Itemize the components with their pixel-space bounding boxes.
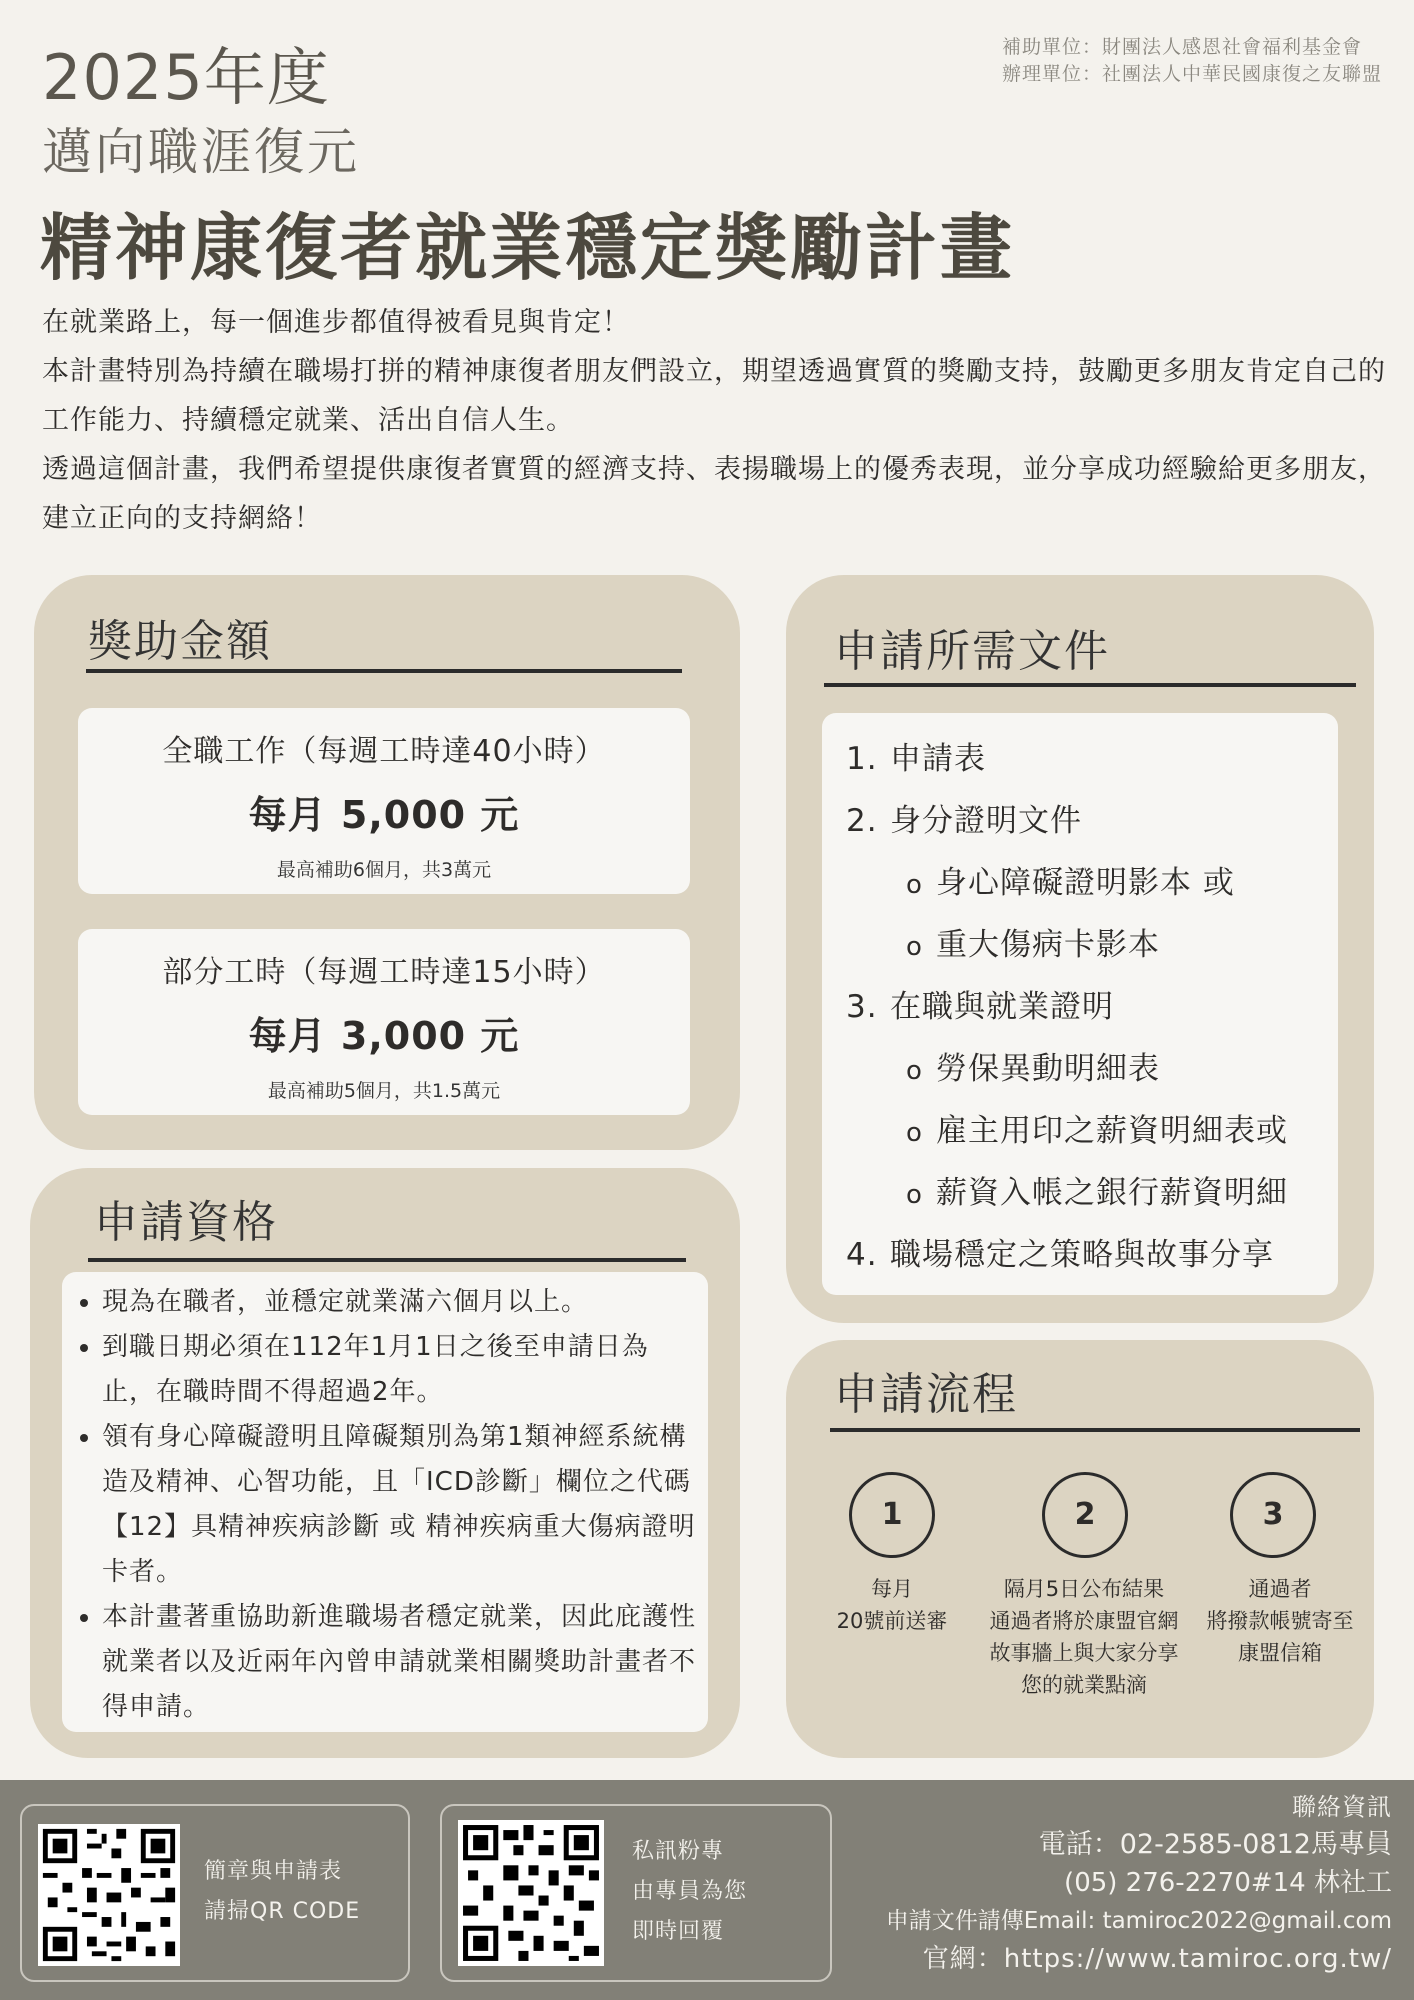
award-heading: 部分工時（每週工時達15小時） <box>162 955 606 990</box>
eligibility-list <box>62 1272 708 1732</box>
intro-line: 透過這個計畫，我們希望提供康復者實質的經濟支持、表揚職場上的優秀表現，並分享成功經驗給更多朋友，建立正向的支持網絡！ <box>42 454 1386 534</box>
subtitle-heading: 邁向職涯復元 <box>42 123 360 181</box>
doc-subitem: o 身心障礙證明影本 或 <box>906 865 1235 901</box>
documents-panel <box>786 575 1374 1323</box>
step-number-1: 1 <box>849 1472 935 1558</box>
intro-text <box>42 298 1392 543</box>
award-amount: 每月 5,000 元 <box>248 793 520 837</box>
process-title-rule <box>830 1428 1360 1432</box>
doc-item: 2. 身分證明文件 <box>846 803 1082 839</box>
award-note: 最高補助6個月，共3萬元 <box>276 859 492 881</box>
qr-application-label: 簡章與申請表 請掃QR CODE <box>204 1859 361 1924</box>
qr-code-icon[interactable] <box>458 1820 604 1966</box>
award-card-parttime <box>78 929 690 1115</box>
sponsor-info <box>1002 34 1382 88</box>
footer <box>0 1780 1414 2000</box>
eligibility-item: • 本計畫著重協助新進職場者穩定就業，因此庇護性就業者以及近兩年內曾申請就業相關獎助計畫者不得申請。 <box>102 1595 698 1730</box>
doc-subitem: o 薪資入帳之銀行薪資明細 <box>906 1175 1288 1211</box>
eligibility-panel <box>30 1168 740 1758</box>
award-heading: 全職工作（每週工時達40小時） <box>162 734 606 769</box>
award-title: 獎助金額 <box>88 616 272 667</box>
eligibility-title-rule <box>88 1258 686 1262</box>
contact-title: 聯絡資訊 <box>1292 1793 1392 1821</box>
intro-line: 本計畫特別為持續在職場打拼的精神康復者朋友們設立，期望透過實質的獎勵支持，鼓勵更多朋友肯定自己的工作能力、持續穩定就業、活出自信人生。 <box>42 356 1386 436</box>
qr-code-icon[interactable] <box>38 1824 180 1966</box>
circle-bullet-icon: o <box>906 1056 923 1086</box>
qr-messenger-label: 私訊粉專 由專員為您 即時回覆 <box>632 1839 748 1944</box>
eligibility-item: • 領有身心障礙證明且障礙類別為第1類神經系統構造及精神、心智功能，且「ICD診斷」欄位之代碼【12】具精神疾病診斷 或 精神疾病重大傷病證明卡者。 <box>102 1415 698 1595</box>
step-description-1: 每月 20號前送審 <box>836 1577 948 1633</box>
doc-item: 4. 職場穩定之策略與故事分享 <box>846 1237 1274 1273</box>
page-title: 精神康復者就業穩定獎勵計畫 <box>40 206 1016 290</box>
award-panel <box>34 575 740 1150</box>
eligibility-item: • 到職日期必須在112年1月1日之後至申請日為止，在職時間不得超過2年。 <box>102 1325 698 1415</box>
award-title-rule <box>86 669 682 673</box>
documents-title: 申請所需文件 <box>834 626 1110 677</box>
process-panel <box>786 1340 1374 1758</box>
contact-email[interactable]: 申請文件請傳Email: tamiroc2022@gmail.com <box>885 1908 1392 1934</box>
step-number-3: 3 <box>1230 1472 1316 1558</box>
step-description-2: 隔月5日公布結果 通過者將於康盟官網 故事牆上與大家分享 您的就業點滴 <box>989 1577 1179 1697</box>
step-number-2: 2 <box>1042 1472 1128 1558</box>
step-description-3: 通過者 將撥款帳號寄至 康盟信箱 <box>1206 1577 1354 1665</box>
contact-phone-2: (05) 276-2270#14 林社工 <box>1064 1868 1392 1898</box>
qr-box-application <box>20 1804 410 1982</box>
doc-item: 1. 申請表 <box>846 741 986 777</box>
doc-subitem: o 重大傷病卡影本 <box>906 927 1160 963</box>
organizer-text: 辦理單位：社團法人中華民國康復之友聯盟 <box>1001 63 1382 85</box>
contact-phone-1: 電話：02-2585-0812馬專員 <box>1038 1829 1392 1860</box>
documents-list <box>822 713 1338 1295</box>
funder-text: 補助單位：財團法人感恩社會福利基金會 <box>1001 36 1362 58</box>
documents-title-rule <box>824 683 1356 687</box>
eligibility-title: 申請資格 <box>94 1197 278 1248</box>
doc-item: 3. 在職與就業證明 <box>846 989 1114 1025</box>
circle-bullet-icon: o <box>906 870 923 900</box>
doc-subitem: o 勞保異動明細表 <box>906 1051 1160 1087</box>
doc-subitem: o 雇主用印之薪資明細表或 <box>906 1113 1288 1149</box>
qr-box-messenger <box>440 1804 832 1982</box>
circle-bullet-icon: o <box>906 932 923 962</box>
circle-bullet-icon: o <box>906 1118 923 1148</box>
contact-info <box>886 1788 1392 1978</box>
circle-bullet-icon: o <box>906 1180 923 1210</box>
award-note: 最高補助5個月，共1.5萬元 <box>267 1080 501 1102</box>
award-amount: 每月 3,000 元 <box>248 1014 520 1058</box>
contact-website[interactable]: 官網：https://www.tamiroc.org.tw/ <box>922 1944 1392 1974</box>
intro-line: 在就業路上，每一個進步都值得被看見與肯定！ <box>42 307 630 338</box>
eligibility-item: • 現為在職者，並穩定就業滿六個月以上。 <box>102 1280 698 1325</box>
process-title: 申請流程 <box>834 1369 1018 1420</box>
award-card-fulltime <box>78 708 690 894</box>
year-heading: 2025年度 <box>42 41 330 114</box>
